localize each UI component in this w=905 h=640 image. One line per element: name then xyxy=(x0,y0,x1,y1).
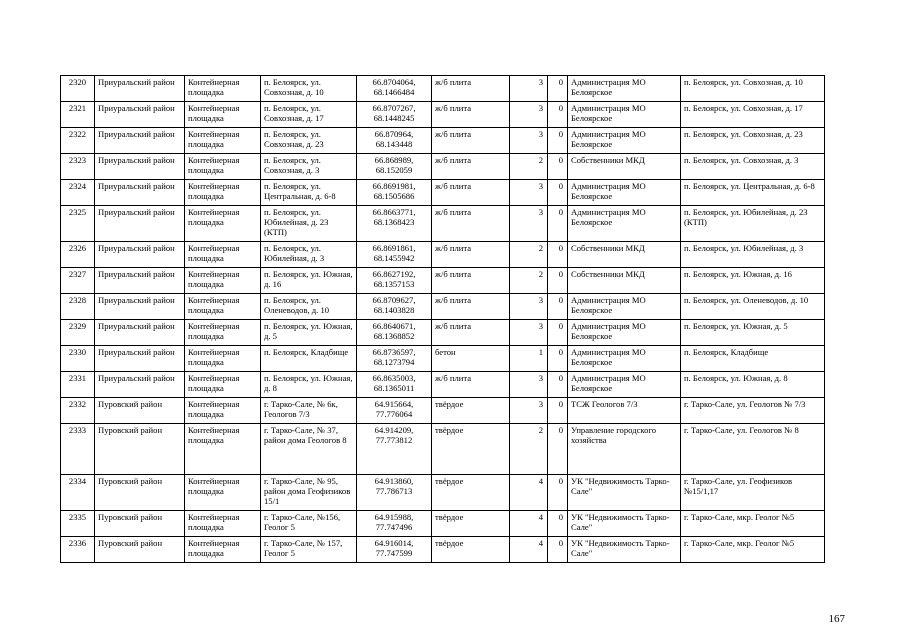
table-row xyxy=(61,346,825,372)
address-cell: г. Тарко-Сале, № 157, Геолог 5 xyxy=(261,537,357,563)
container-count-cell: 2 xyxy=(510,268,548,294)
container-count-cell: 3 xyxy=(510,294,548,320)
extra-count-cell: 0 xyxy=(548,372,568,398)
coordinates-cell: 64.916014, 77.747599 xyxy=(357,537,432,563)
surface-cell: ж/б плита xyxy=(432,242,510,268)
address-cell: п. Белоярск, ул. Южная, д. 8 xyxy=(261,372,357,398)
object-type-cell: Контейнерная площадка xyxy=(185,346,261,372)
surface-cell: ж/б плита xyxy=(432,268,510,294)
row-id-cell: 2326 xyxy=(61,242,95,268)
owner-cell: Администрация МО Белоярское xyxy=(568,128,681,154)
table-row xyxy=(61,398,825,424)
owner-cell: УК "Недвижимость Тарко-Сале" xyxy=(568,537,681,563)
owner-cell: Управление городского хозяйства xyxy=(568,424,681,475)
container-count-cell: 3 xyxy=(510,102,548,128)
row-id-cell: 2332 xyxy=(61,398,95,424)
owner-cell: Администрация МО Белоярское xyxy=(568,102,681,128)
surface-cell: ж/б плита xyxy=(432,320,510,346)
row-id-cell: 2331 xyxy=(61,372,95,398)
owner-cell: Администрация МО Белоярское xyxy=(568,372,681,398)
object-type-cell: Контейнерная площадка xyxy=(185,372,261,398)
object-type-cell: Контейнерная площадка xyxy=(185,475,261,511)
waste-source-cell: п. Белоярск, ул. Совхозная, д. 3 xyxy=(681,154,825,180)
coordinates-cell: 64.913860, 77.786713 xyxy=(357,475,432,511)
coordinates-cell: 66.8736597, 68.1273794 xyxy=(357,346,432,372)
extra-count-cell: 0 xyxy=(548,475,568,511)
object-type-cell: Контейнерная площадка xyxy=(185,242,261,268)
surface-cell: твёрдое xyxy=(432,398,510,424)
owner-cell: Администрация МО Белоярское xyxy=(568,294,681,320)
coordinates-cell: 66.8635003, 68.1365011 xyxy=(357,372,432,398)
surface-cell: ж/б плита xyxy=(432,154,510,180)
coordinates-cell: 66.8627192, 68.1357153 xyxy=(357,268,432,294)
extra-count-cell: 0 xyxy=(548,320,568,346)
district-cell: Пуровский район xyxy=(95,424,185,475)
waste-source-cell: п. Белоярск, Кладбище xyxy=(681,346,825,372)
district-cell: Приуральский район xyxy=(95,320,185,346)
address-cell: п. Белоярск, Кладбище xyxy=(261,346,357,372)
extra-count-cell: 0 xyxy=(548,180,568,206)
extra-count-cell: 0 xyxy=(548,346,568,372)
owner-cell: ТСЖ Геологов 7/3 xyxy=(568,398,681,424)
surface-cell: твёрдое xyxy=(432,424,510,475)
address-cell: п. Белоярск, ул. Совхозная, д. 17 xyxy=(261,102,357,128)
extra-count-cell: 0 xyxy=(548,76,568,102)
owner-cell: Администрация МО Белоярское xyxy=(568,206,681,242)
table-row xyxy=(61,102,825,128)
container-count-cell: 3 xyxy=(510,76,548,102)
extra-count-cell: 0 xyxy=(548,102,568,128)
container-count-cell: 1 xyxy=(510,346,548,372)
table-row xyxy=(61,154,825,180)
row-id-cell: 2321 xyxy=(61,102,95,128)
district-cell: Пуровский район xyxy=(95,511,185,537)
address-cell: п. Белоярск, ул. Совхозная, д. 3 xyxy=(261,154,357,180)
owner-cell: Собственники МКД xyxy=(568,242,681,268)
waste-source-cell: п. Белоярск, ул. Совхозная, д. 23 xyxy=(681,128,825,154)
row-id-cell: 2322 xyxy=(61,128,95,154)
surface-cell: ж/б плита xyxy=(432,128,510,154)
row-id-cell: 2325 xyxy=(61,206,95,242)
owner-cell: Администрация МО Белоярское xyxy=(568,180,681,206)
row-id-cell: 2333 xyxy=(61,424,95,475)
container-count-cell: 3 xyxy=(510,372,548,398)
container-count-cell: 4 xyxy=(510,511,548,537)
district-cell: Приуральский район xyxy=(95,372,185,398)
owner-cell: Собственники МКД xyxy=(568,154,681,180)
container-count-cell: 3 xyxy=(510,128,548,154)
coordinates-cell: 64.914209, 77.773812 xyxy=(357,424,432,475)
owner-cell: УК "Недвижимость Тарко-Сале" xyxy=(568,475,681,511)
table-row xyxy=(61,206,825,242)
district-cell: Приуральский район xyxy=(95,76,185,102)
object-type-cell: Контейнерная площадка xyxy=(185,206,261,242)
container-count-cell: 3 xyxy=(510,206,548,242)
table-row xyxy=(61,242,825,268)
extra-count-cell: 0 xyxy=(548,537,568,563)
registry-table-body xyxy=(61,76,825,563)
waste-source-cell: г. Тарко-Сале, ул. Геологов № 8 xyxy=(681,424,825,475)
object-type-cell: Контейнерная площадка xyxy=(185,180,261,206)
coordinates-cell: 66.8709627, 68.1403828 xyxy=(357,294,432,320)
waste-source-cell: г. Тарко-Сале, ул. Геологов № 7/3 xyxy=(681,398,825,424)
table-row xyxy=(61,537,825,563)
container-count-cell: 3 xyxy=(510,320,548,346)
address-cell: г. Тарко-Сале, № 6к, Геологов 7/3 xyxy=(261,398,357,424)
address-cell: п. Белоярск, ул. Совхозная, д. 10 xyxy=(261,76,357,102)
table-row xyxy=(61,424,825,475)
container-count-cell: 4 xyxy=(510,475,548,511)
object-type-cell: Контейнерная площадка xyxy=(185,511,261,537)
table-row xyxy=(61,180,825,206)
container-count-cell: 2 xyxy=(510,154,548,180)
address-cell: п. Белоярск, ул. Юбилейная, д. 3 xyxy=(261,242,357,268)
extra-count-cell: 0 xyxy=(548,511,568,537)
extra-count-cell: 0 xyxy=(548,242,568,268)
page-number: 167 xyxy=(828,613,845,625)
coordinates-cell: 66.8691981, 68.1505686 xyxy=(357,180,432,206)
district-cell: Приуральский район xyxy=(95,268,185,294)
address-cell: п. Белоярск, ул. Южная, д. 5 xyxy=(261,320,357,346)
waste-source-cell: п. Белоярск, ул. Оленеводов, д. 10 xyxy=(681,294,825,320)
object-type-cell: Контейнерная площадка xyxy=(185,268,261,294)
extra-count-cell: 0 xyxy=(548,206,568,242)
container-count-cell: 3 xyxy=(510,180,548,206)
extra-count-cell: 0 xyxy=(548,424,568,475)
waste-source-cell: г. Тарко-Сале, мкр. Геолог №5 xyxy=(681,511,825,537)
row-id-cell: 2329 xyxy=(61,320,95,346)
owner-cell: УК "Недвижимость Тарко-Сале" xyxy=(568,511,681,537)
surface-cell: ж/б плита xyxy=(432,206,510,242)
object-type-cell: Контейнерная площадка xyxy=(185,154,261,180)
surface-cell: ж/б плита xyxy=(432,372,510,398)
row-id-cell: 2335 xyxy=(61,511,95,537)
surface-cell: твёрдое xyxy=(432,475,510,511)
registry-table xyxy=(60,75,825,563)
surface-cell: ж/б плита xyxy=(432,102,510,128)
district-cell: Приуральский район xyxy=(95,346,185,372)
address-cell: п. Белоярск, ул. Юбилейная, д. 23 (КТП) xyxy=(261,206,357,242)
waste-source-cell: п. Белоярск, ул. Южная, д. 5 xyxy=(681,320,825,346)
row-id-cell: 2324 xyxy=(61,180,95,206)
waste-source-cell: г. Тарко-Сале, мкр. Геолог №5 xyxy=(681,537,825,563)
table-row xyxy=(61,372,825,398)
address-cell: г. Тарко-Сале, № 95, район дома Геофизиков 15/1 xyxy=(261,475,357,511)
object-type-cell: Контейнерная площадка xyxy=(185,102,261,128)
waste-source-cell: п. Белоярск, ул. Юбилейная, д. 23 (КТП) xyxy=(681,206,825,242)
surface-cell: бетон xyxy=(432,346,510,372)
row-id-cell: 2328 xyxy=(61,294,95,320)
coordinates-cell: 64.915988, 77.747496 xyxy=(357,511,432,537)
waste-source-cell: п. Белоярск, ул. Совхозная, д. 10 xyxy=(681,76,825,102)
surface-cell: ж/б плита xyxy=(432,180,510,206)
table-row xyxy=(61,511,825,537)
district-cell: Приуральский район xyxy=(95,242,185,268)
coordinates-cell: 66.8707267, 68.1448245 xyxy=(357,102,432,128)
district-cell: Приуральский район xyxy=(95,206,185,242)
district-cell: Пуровский район xyxy=(95,537,185,563)
surface-cell: ж/б плита xyxy=(432,76,510,102)
row-id-cell: 2327 xyxy=(61,268,95,294)
district-cell: Пуровский район xyxy=(95,398,185,424)
container-count-cell: 3 xyxy=(510,398,548,424)
address-cell: г. Тарко-Сале, №156, Геолог 5 xyxy=(261,511,357,537)
table-row xyxy=(61,76,825,102)
address-cell: п. Белоярск, ул. Центральная, д. 6-8 xyxy=(261,180,357,206)
container-count-cell: 2 xyxy=(510,424,548,475)
owner-cell: Собственники МКД xyxy=(568,268,681,294)
surface-cell: твёрдое xyxy=(432,537,510,563)
district-cell: Приуральский район xyxy=(95,180,185,206)
table-row xyxy=(61,268,825,294)
object-type-cell: Контейнерная площадка xyxy=(185,398,261,424)
coordinates-cell: 66.8663771, 68.1368423 xyxy=(357,206,432,242)
waste-source-cell: п. Белоярск, ул. Юбилейная, д. 3 xyxy=(681,242,825,268)
address-cell: г. Тарко-Сале, № 37, район дома Геологов 8 xyxy=(261,424,357,475)
address-cell: п. Белоярск, ул. Совхозная, д. 23 xyxy=(261,128,357,154)
row-id-cell: 2323 xyxy=(61,154,95,180)
surface-cell: твёрдое xyxy=(432,511,510,537)
coordinates-cell: 66.8691861, 68.1455942 xyxy=(357,242,432,268)
surface-cell: ж/б плита xyxy=(432,294,510,320)
object-type-cell: Контейнерная площадка xyxy=(185,537,261,563)
owner-cell: Администрация МО Белоярское xyxy=(568,346,681,372)
object-type-cell: Контейнерная площадка xyxy=(185,294,261,320)
container-count-cell: 4 xyxy=(510,537,548,563)
coordinates-cell: 66.870964, 68.143448 xyxy=(357,128,432,154)
table-row xyxy=(61,294,825,320)
object-type-cell: Контейнерная площадка xyxy=(185,424,261,475)
coordinates-cell: 66.868989, 68.152059 xyxy=(357,154,432,180)
district-cell: Приуральский район xyxy=(95,154,185,180)
row-id-cell: 2334 xyxy=(61,475,95,511)
container-count-cell: 2 xyxy=(510,242,548,268)
extra-count-cell: 0 xyxy=(548,294,568,320)
district-cell: Пуровский район xyxy=(95,475,185,511)
waste-source-cell: п. Белоярск, ул. Совхозная, д. 17 xyxy=(681,102,825,128)
owner-cell: Администрация МО Белоярское xyxy=(568,320,681,346)
waste-source-cell: п. Белоярск, ул. Центральная, д. 6-8 xyxy=(681,180,825,206)
district-cell: Приуральский район xyxy=(95,102,185,128)
waste-source-cell: п. Белоярск, ул. Южная, д. 16 xyxy=(681,268,825,294)
coordinates-cell: 64.915664, 77.776064 xyxy=(357,398,432,424)
waste-source-cell: п. Белоярск, ул. Южная, д. 8 xyxy=(681,372,825,398)
address-cell: п. Белоярск, ул. Южная, д. 16 xyxy=(261,268,357,294)
extra-count-cell: 0 xyxy=(548,128,568,154)
row-id-cell: 2330 xyxy=(61,346,95,372)
object-type-cell: Контейнерная площадка xyxy=(185,128,261,154)
row-id-cell: 2320 xyxy=(61,76,95,102)
coordinates-cell: 66.8704064, 68.1466484 xyxy=(357,76,432,102)
extra-count-cell: 0 xyxy=(548,398,568,424)
table-row xyxy=(61,475,825,511)
owner-cell: Администрация МО Белоярское xyxy=(568,76,681,102)
extra-count-cell: 0 xyxy=(548,268,568,294)
extra-count-cell: 0 xyxy=(548,154,568,180)
object-type-cell: Контейнерная площадка xyxy=(185,76,261,102)
row-id-cell: 2336 xyxy=(61,537,95,563)
district-cell: Приуральский район xyxy=(95,294,185,320)
district-cell: Приуральский район xyxy=(95,128,185,154)
table-row xyxy=(61,128,825,154)
coordinates-cell: 66.8640671, 68.1368852 xyxy=(357,320,432,346)
waste-source-cell: г. Тарко-Сале, ул. Геофизиков №15/1,17 xyxy=(681,475,825,511)
object-type-cell: Контейнерная площадка xyxy=(185,320,261,346)
table-row xyxy=(61,320,825,346)
address-cell: п. Белоярск, ул. Оленеводов, д. 10 xyxy=(261,294,357,320)
